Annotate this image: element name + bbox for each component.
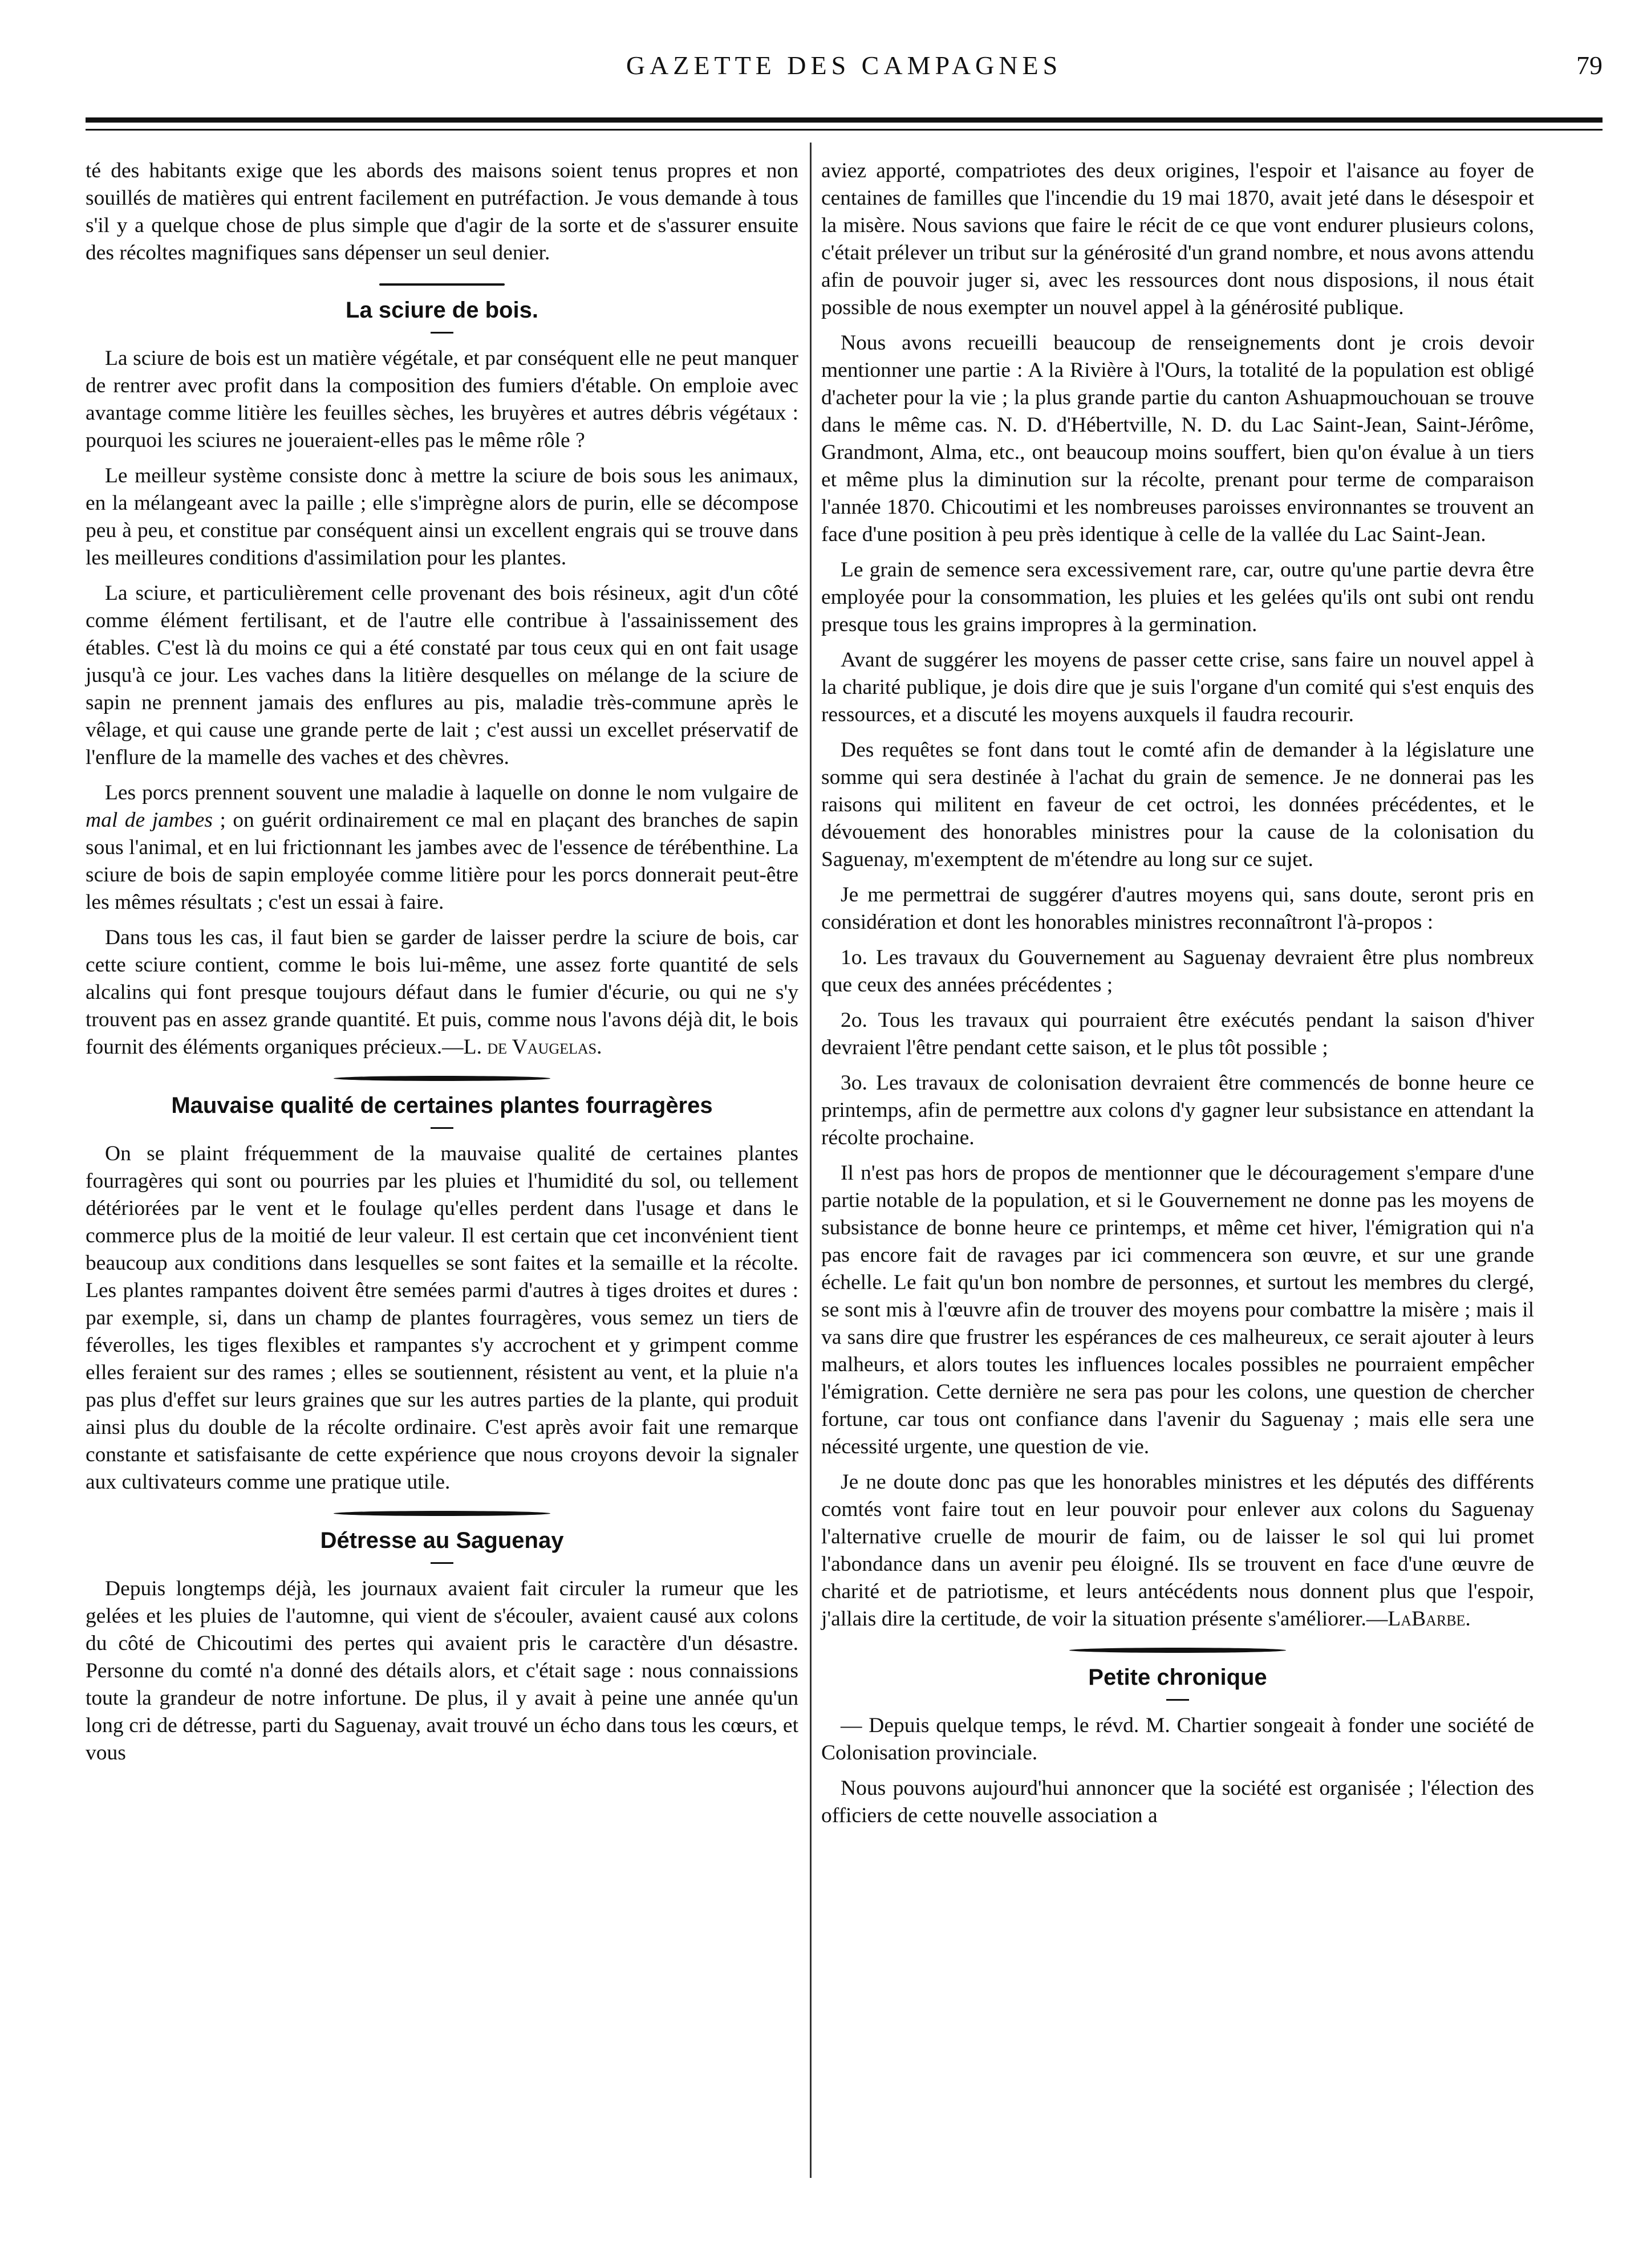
article-paragraph: Des requêtes se font dans tout le comté afin de demander à la législature une somme qui sera destinée à l'achat du grain de semence. Je ne donnerai pas les raisons qui militent en faveur de cet octroi, les données précédentes, et le dévouement des honorables ministres pour la cause de la colonisation du Saguenay, m'exemptent de m'étendre au long sur ce sujet. — [821, 738, 1534, 871]
article-paragraph: Nous pouvons aujourd'hui annoncer que la société est organisée ; l'élection des officiers de cette nouvelle association a — [821, 1777, 1534, 1827]
article-paragraph: Le grain de semence sera excessivement rare, car, outre qu'une partie devra être employée pour la consommation, les pluies et les gelées qu'ils ont subi ont rendu presque tous les grains impropres à la germination. — [821, 558, 1534, 636]
header-rule-thin — [86, 129, 1603, 131]
page-number: 79 — [1576, 51, 1603, 80]
article-paragraph — [821, 1469, 1534, 1633]
article-paragraph: La sciure de bois est un matière végétale, et par conséquent elle ne peut manquer de rentrer avec profit dans la composition des fumiers d'étable. On emploie avec avantage comme litière les feuilles sèches, les bruyères et autres débris végétaux : pourquoi les sciures ne joueraient-elles pas le même rôle ? — [86, 347, 798, 452]
article-title-fourrageres: Mauvaise qualité de certaines plantes fourragères — [171, 1093, 713, 1118]
italic-term: mal de jambes — [86, 808, 213, 832]
section-ornament — [86, 1509, 798, 1519]
article-paragraph: Le meilleur système consiste donc à mettre la sciure de bois sous les animaux, en la mélangeant avec la paille ; elle s'imprègne alors de purin, elle se décompose peu à peu, et constitue par conséquent ainsi un excellent engrais qui se trouve dans les meilleures conditions d'assimilation pour les plantes. — [86, 464, 798, 570]
article-paragraph: Je me permettrai de suggérer d'autres moyens qui, sans doute, seront pris en considération et dont les honorables ministres reconnaîtront l'à-propos : — [821, 883, 1534, 934]
title-dash — [86, 1122, 798, 1131]
continued-paragraph: aviez apporté, compatriotes des deux origines, l'espoir et l'aisance au foyer de centaines de familles que l'incendie du 19 mai 1870, avait jeté dans le désespoir et la misère. Nous savions que faire le récit de ce que vont endurer plusieurs colons, c'était prélever un tribut sur la générosité d'un grand nombre, et nous avons attendu afin de pouvoir juger si, avec les ressources dont nous disposions, il nous était possible de nous exempter un nouvel appel à la générosité publique. — [821, 159, 1534, 319]
text-run: Je ne doute donc pas que les honorables ministres et les députés des différents comtés vont faire tout en leur pouvoir pour enlever aux colons du Saguenay l'alternative cruelle de mourir de faim, ou de laisser le sol qui lui promet l'abondance dans un avenir peu éloigné. Ils se trouvent en face d'une œuvre de charité et de patriotisme, et leurs antécédents nous donnent plus que l'espoir, j'allais dire la certitude, de voir la situation présente s'améliorer.— — [821, 1470, 1534, 1631]
article-paragraph: Avant de suggérer les moyens de passer cette crise, sans faire un nouvel appel à la charité publique, je dois dire que je suis l'organe d'un comité qui s'est enquis des ressources, et a discuté les moyens auxquels il faudra recourir. — [821, 648, 1534, 726]
article-paragraph: Nous avons recueilli beaucoup de renseignements dont je crois devoir mentionner une partie : A la Rivière à l'Ours, la totalité de la population est obligé d'acheter pour la vie ; la plus grande partie du canton Ashuapmouchouan se trouve dans le même cas. N. D. d'Hébertville, N. D. du Lac Saint-Jean, Saint-Jérôme, Grandmont, Alma, etc., ont beaucoup moins souffert, bien qu'on évalue à un tiers et même plus la diminution sur la récolte, prenant pour terme de comparaison l'année 1870. Chicoutimi et les nombreuses paroisses environnantes se trouvent an face d'une position à peu près identique à celle de la vallée du Lac Saint-Jean. — [821, 331, 1534, 546]
newspaper-title: GAZETTE DES CAMPAGNES — [626, 51, 1062, 80]
page-header — [86, 50, 1603, 90]
author-signature: LaBarbe. — [1388, 1607, 1471, 1631]
article-paragraph: On se plaint fréquemment de la mauvaise qualité de certaines plantes fourragères qui sont ou pourries par les pluies et l'humidité du sol, ou tellement détériorées par le vent et le foulage qu'elles perdent dans l'usage et dans le commerce plus de la moitié de leur valeur. Il est certain que cet inconvénient tient beaucoup aux conditions dans lesquelles se sont faites et la semaille et la récolte. Les plantes rampantes doivent être semées parmi d'autres à tiges droites et dures : par exemple, si, dans un champ de plantes fourragères, vous semez un tiers de féverolles, les tiges flexibles et rampantes s'y accrochent et y grimpent comme elles feraient sur des rames ; elles se soutiennent, résistent au vent, et la pluie n'a pas plus d'effet sur leurs graines que sur les autres parties de la plante, qui produit ainsi plus du double de la récolte ordinaire. C'est après avoir fait une remarque constante et satisfaisante de cette expérience que nous croyons devoir la signaler aux cultivateurs comme une pratique utile. — [86, 1142, 798, 1494]
title-dash — [86, 1557, 798, 1566]
article-title-detresse: Détresse au Saguenay — [320, 1528, 564, 1553]
article-paragraph: Il n'est pas hors de propos de mentionner que le découragement s'empare d'une partie notable de la population, et si le Gouvernement ne donne pas les moyens de subsistance de bonne heure ce printemps, et même cet hiver, l'émigration qui n'a pas encore fait de ravages par ici commencera son œuvre, et sur une grande échelle. Le fait qu'un bon nombre de personnes, et surtout les membres du clergé, se sont mis à l'œuvre afin de trouver des moyens pour combattre la misère ; mais il va sans dire que frustrer les espérances de ces malheureux, ce serait ajouter à leurs malheurs, et alors toutes les influences locales possibles ne pourraient empêcher l'émigration. Cette dernière ne sera pas pour les colons, une question de chercher fortune, car tous ont confiance dans l'avenir du Saguenay ; mais elle sera une nécessité urgente, une question de vie. — [821, 1161, 1534, 1458]
list-paragraph: 2o. Tous les travaux qui pourraient être exécutés pendant la saison d'hiver devraient l'être pendant cette saison, et le plus tôt possible ; — [821, 1009, 1534, 1059]
section-ornament — [86, 278, 798, 288]
article-paragraph: Depuis longtemps déjà, les journaux avaient fait circuler la rumeur que les gelées et les pluies de l'automne, qui vient de s'écouler, avaient causé aux colons du côté de Chicoutimi des pertes qui avaient pris le caractère d'un désastre. Personne du comté n'a donné des détails alors, et c'était sage : nous connaissions toute la grandeur de notre infortune. De plus, il y avait à peine une année qu'un long cri de détresse, parti du Saguenay, avait trouvé un écho dans tous les cœurs, et vous — [86, 1577, 798, 1765]
header-rule-thick — [86, 117, 1603, 123]
article-paragraph: La sciure, et particulièrement celle provenant des bois résineux, agit d'un côté comme élément fertilisant, et de l'autre elle contribue à l'assainissement des étables. C'est là du moins ce qui a été constaté par tous ceux qui en ont fait usage jusqu'à ce jour. Les vaches dans la litière desquelles on mélange de la sciure de sapin ne prennent jamais des enflures au pis, maladie très-commune après le vêlage, et qui cause une grande perte de lait ; c'est aussi un excellet préservatif de l'enflure de la mamelle des vaches et des chèvres. — [86, 582, 798, 769]
column-divider — [810, 143, 812, 2178]
title-dash — [821, 1694, 1534, 1703]
right-column — [821, 157, 1534, 1838]
text-run: ; on guérit ordinairement ce mal en plaçant des branches de sapin sous l'animal, et en lui frictionnant les jambes avec de l'essence de térébenthine. La sciure de bois de sapin employée comme litière pour les porcs donnerait peut-être les mêmes résultats ; c'est un essai à faire. — [86, 808, 798, 914]
section-ornament — [821, 1645, 1534, 1656]
article-paragraph — [86, 924, 798, 1061]
continued-paragraph: té des habitants exige que les abords des maisons soient tenus propres et non souillés de matières qui entrent facilement en putréfaction. Je vous demande à tous s'il y a quelque chose de plus simple que d'agir de la sorte et de s'assurer ensuite des récoltes magnifiques sans dépenser un seul denier. — [86, 159, 798, 265]
article-title-chronique: Petite chronique — [1088, 1665, 1267, 1690]
text-run: Les porcs prennent souvent une maladie à laquelle on donne le nom vulgaire de — [105, 781, 798, 804]
article-paragraph: — Depuis quelque temps, le révd. M. Chartier songeait à fonder une société de Colonisation provinciale. — [821, 1714, 1534, 1765]
author-signature: L. de Vaugelas. — [463, 1035, 602, 1059]
title-dash — [86, 327, 798, 336]
section-ornament — [86, 1074, 798, 1084]
text-run: Dans tous les cas, il faut bien se garder de laisser perdre la sciure de bois, car cette sciure contient, comme le bois lui-même, une assez forte quantité de sels alcalins qui font presque toujours défaut dans le fumier d'écurie, ou qui ne s'y trouvent pas en assez grande quantité. Et puis, comme nous l'avons déjà dit, le bois fournit des éléments organiques précieux.— — [86, 926, 798, 1059]
list-paragraph: 3o. Les travaux de colonisation devraient être commencés de bonne heure ce printemps, afin de permettre aux colons d'y gagner leur subsistance en attendant la récolte prochaine. — [821, 1071, 1534, 1149]
article-paragraph — [86, 779, 798, 916]
left-column — [86, 157, 798, 1775]
article-title-sciure: La sciure de bois. — [346, 298, 538, 323]
list-paragraph: 1o. Les travaux du Gouvernement au Saguenay devraient être plus nombreux que ceux des années précédentes ; — [821, 946, 1534, 997]
